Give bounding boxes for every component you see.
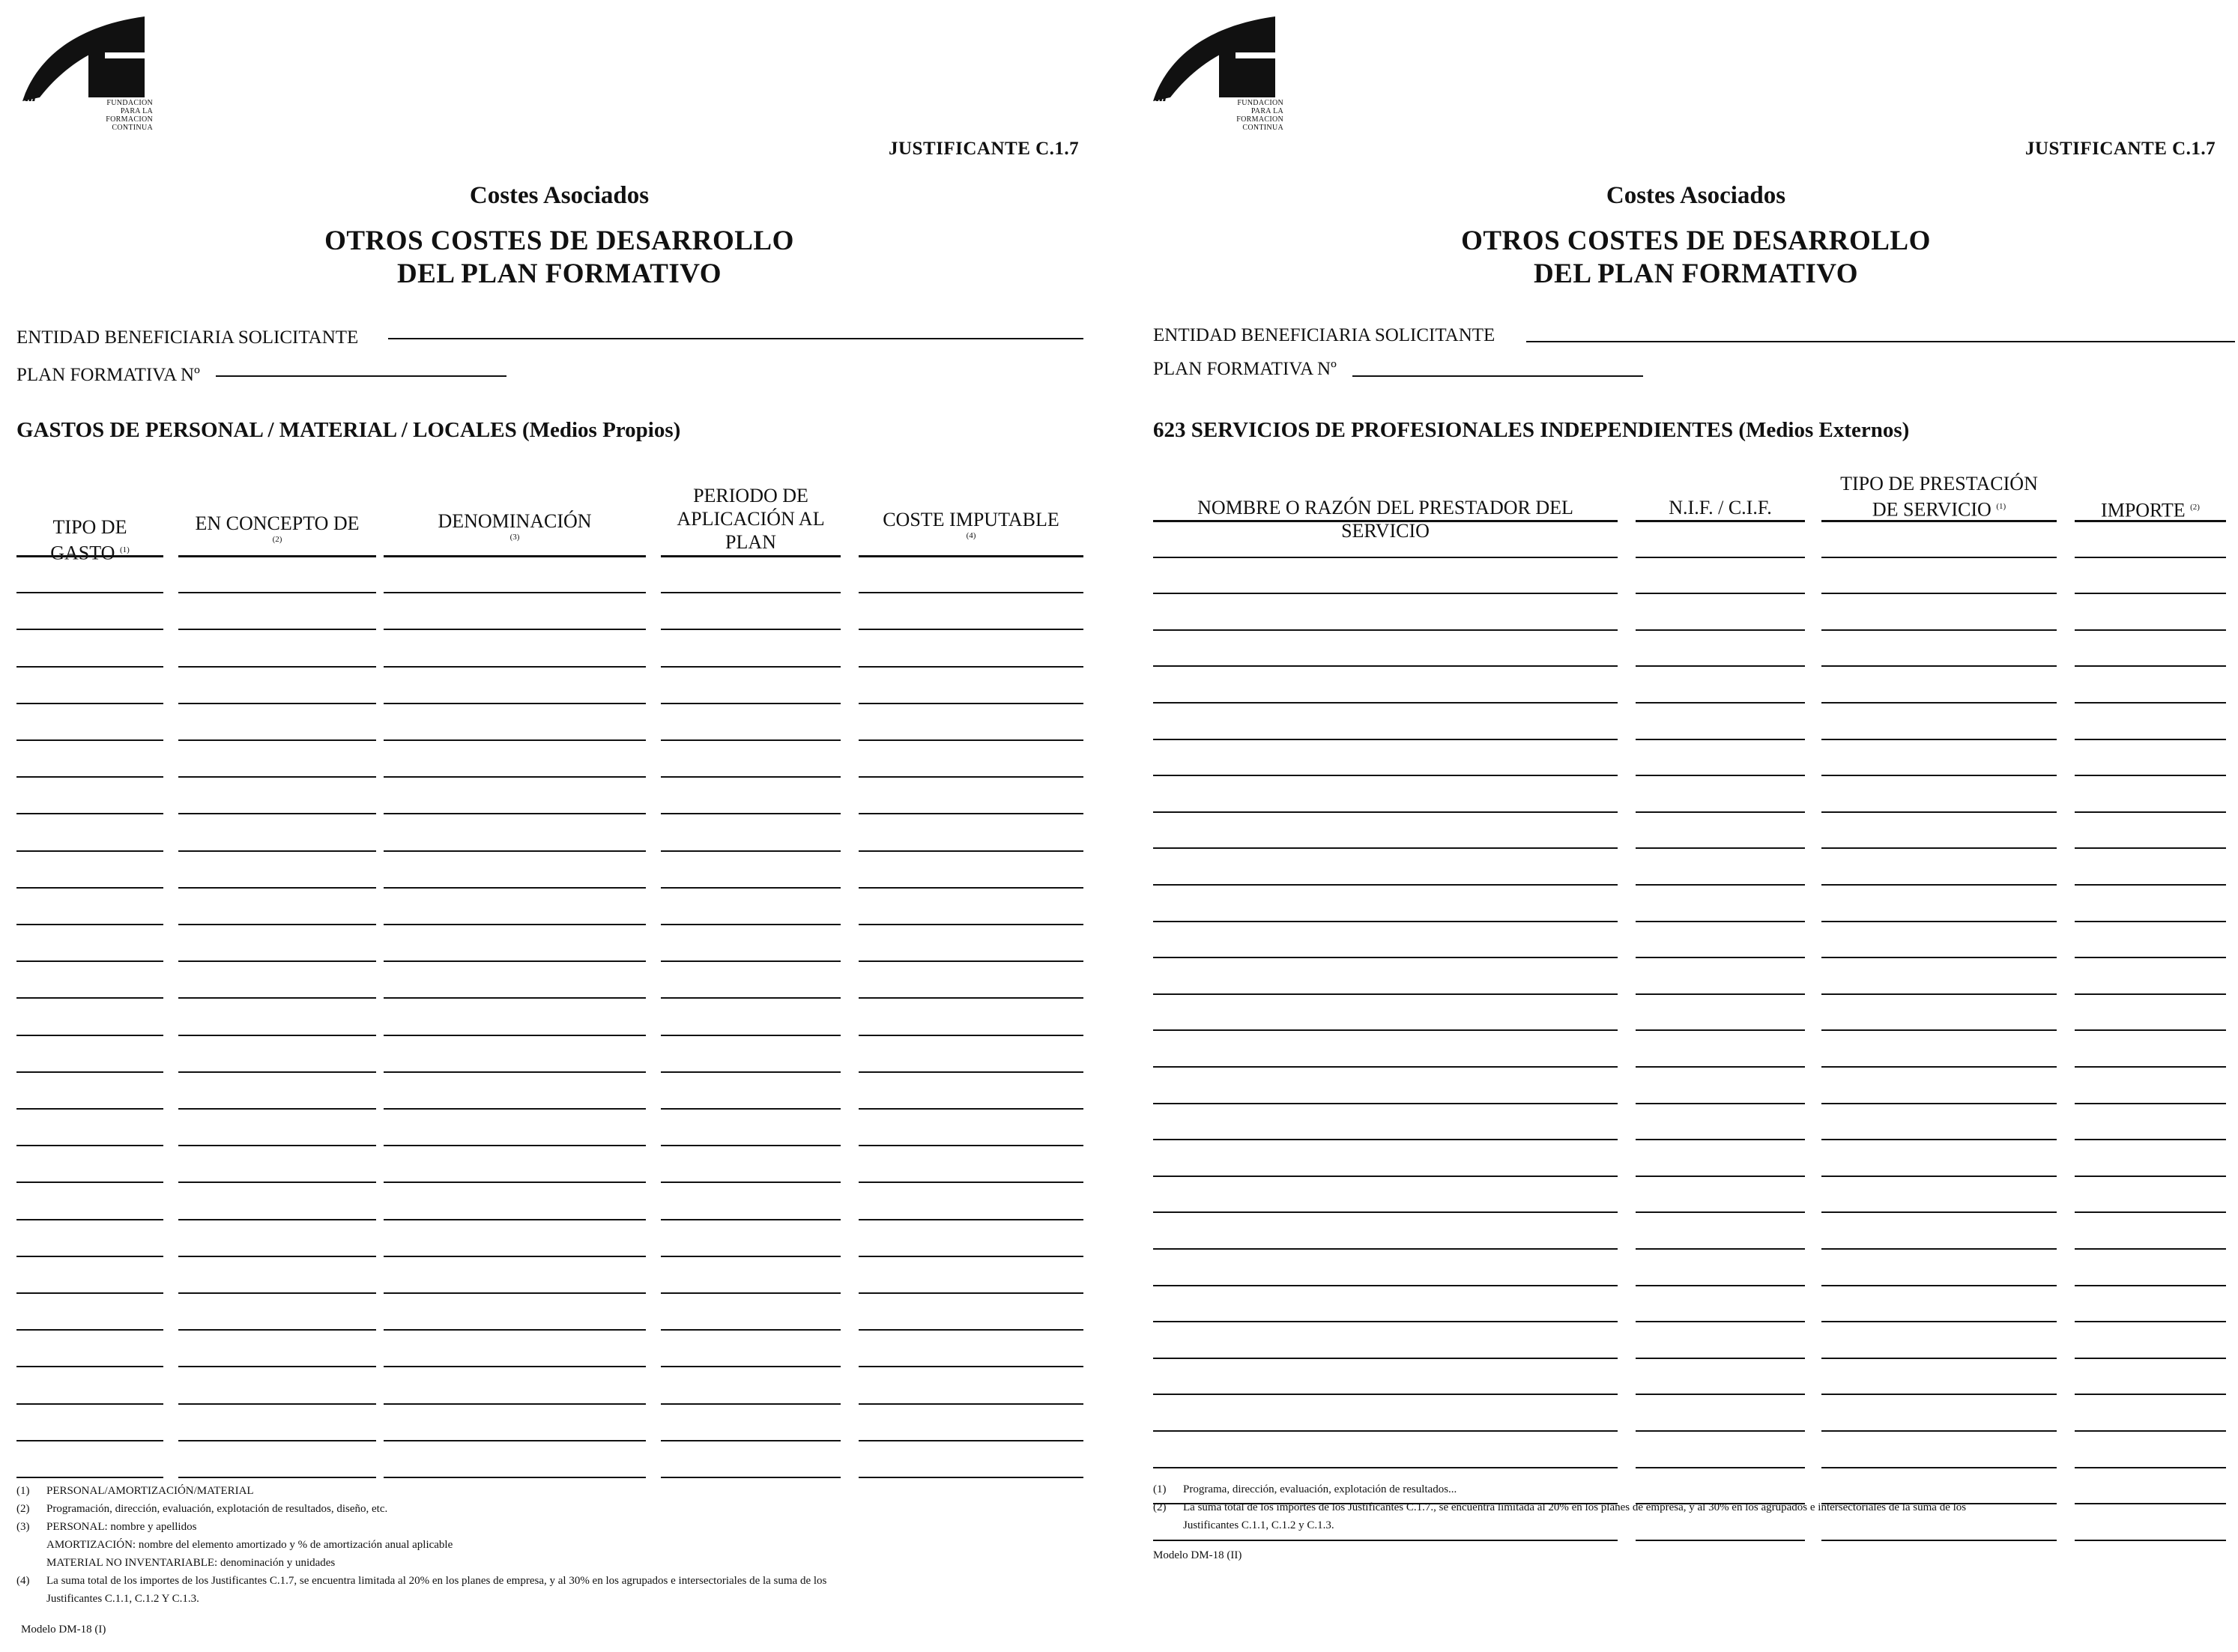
- blank-entry-line[interactable]: [859, 666, 1083, 668]
- blank-entry-line[interactable]: [1153, 1430, 1618, 1432]
- blank-entry-line[interactable]: [859, 629, 1083, 630]
- blank-entry-line[interactable]: [1821, 593, 2057, 594]
- form-page-2: [1137, 0, 2238, 1652]
- blank-entry-line[interactable]: [1636, 1139, 1805, 1140]
- blank-entry-line[interactable]: [1153, 1176, 1618, 1177]
- blank-entry-line[interactable]: [1821, 1139, 2057, 1140]
- blank-entry-line[interactable]: [859, 1366, 1083, 1367]
- header-underline: [2075, 520, 2226, 522]
- col-header-denominacion: DENOMINACIÓN (3): [438, 510, 592, 542]
- blank-entry-line[interactable]: [1153, 665, 1618, 667]
- header-underline: [1636, 520, 1805, 522]
- header-underline: [661, 555, 841, 557]
- blank-entry-line[interactable]: [1821, 739, 2057, 740]
- blank-entry-line[interactable]: [1821, 1285, 2057, 1286]
- blank-entry-line[interactable]: [178, 776, 376, 778]
- blank-entry-line[interactable]: [178, 666, 376, 668]
- plan-label: PLAN FORMATIVA Nº: [1153, 359, 1337, 379]
- footnote: (1) Programa, dirección, evaluación, explotación de resultados...: [1153, 1483, 1457, 1495]
- blank-entry-line[interactable]: [1821, 884, 2057, 886]
- blank-entry-line[interactable]: [2075, 1029, 2226, 1031]
- blank-entry-line[interactable]: [16, 1219, 163, 1220]
- blank-entry-line[interactable]: [1636, 702, 1805, 704]
- footnote: (2) La suma total de los importes de los Justificantes C.1.7., se encuentra limitada al 20% en los planes de empresa, y al 30% en los agrupados e intersectoriales de la suma de los: [1153, 1501, 1967, 1513]
- footnote: Justificantes C.1.1, C.1.2 Y C.1.3.: [46, 1593, 199, 1605]
- blank-entry-line[interactable]: [16, 887, 163, 889]
- blank-entry-line[interactable]: [384, 776, 646, 778]
- blank-entry-line[interactable]: [1636, 665, 1805, 667]
- blank-entry-line[interactable]: [1636, 1211, 1805, 1213]
- blank-entry-line[interactable]: [1636, 1358, 1805, 1359]
- blank-entry-line[interactable]: [16, 666, 163, 668]
- blank-entry-line[interactable]: [16, 813, 163, 814]
- blank-entry-line[interactable]: [1153, 1540, 1618, 1541]
- blank-entry-line[interactable]: [1636, 921, 1805, 922]
- blank-entry-line[interactable]: [1821, 702, 2057, 704]
- blank-entry-line[interactable]: [178, 960, 376, 962]
- blank-entry-line[interactable]: [178, 1440, 376, 1441]
- blank-entry-line[interactable]: [384, 997, 646, 999]
- blank-entry-line[interactable]: [1153, 1285, 1618, 1286]
- blank-entry-line[interactable]: [178, 1329, 376, 1331]
- blank-entry-line[interactable]: [2075, 884, 2226, 886]
- blank-entry-line[interactable]: [384, 850, 646, 852]
- blank-entry-line[interactable]: [1153, 1321, 1618, 1322]
- fundacion-logo: [21, 15, 163, 150]
- blank-entry-line[interactable]: [16, 1440, 163, 1441]
- blank-entry-line[interactable]: [1153, 775, 1618, 776]
- blank-entry-line[interactable]: [16, 1145, 163, 1146]
- blank-entry-line[interactable]: [178, 997, 376, 999]
- blank-entry-line[interactable]: [1636, 1285, 1805, 1286]
- blank-entry-line[interactable]: [1636, 847, 1805, 849]
- blank-entry-line[interactable]: [2075, 665, 2226, 667]
- col-header-coste: COSTE IMPUTABLE (4): [883, 509, 1059, 540]
- entidad-label: ENTIDAD BENEFICIARIA SOLICITANTE: [1153, 325, 1495, 345]
- blank-entry-line[interactable]: [859, 1403, 1083, 1405]
- plan-field[interactable]: [216, 375, 506, 377]
- blank-entry-line[interactable]: [1821, 557, 2057, 558]
- blank-entry-line[interactable]: [2075, 921, 2226, 922]
- blank-entry-line[interactable]: [661, 1035, 841, 1036]
- blank-entry-line[interactable]: [16, 924, 163, 925]
- blank-entry-line[interactable]: [2075, 1176, 2226, 1177]
- footnote: (3) PERSONAL: nombre y apellidos: [16, 1521, 197, 1533]
- blank-entry-line[interactable]: [1153, 702, 1618, 704]
- blank-entry-line[interactable]: [1821, 1211, 2057, 1213]
- blank-entry-line[interactable]: [661, 1329, 841, 1331]
- col-header-nombre: NOMBRE O RAZÓN DEL PRESTADOR DEL SERVICIO: [1197, 497, 1573, 542]
- blank-entry-line[interactable]: [1636, 739, 1805, 740]
- blank-entry-line[interactable]: [16, 960, 163, 962]
- col-header-nif: N.I.F. / C.I.F.: [1669, 497, 1772, 518]
- blank-entry-line[interactable]: [16, 1256, 163, 1257]
- blank-entry-line[interactable]: [859, 887, 1083, 889]
- blank-entry-line[interactable]: [1821, 1540, 2057, 1541]
- modelo-label: Modelo DM-18 (I): [21, 1624, 106, 1636]
- blank-entry-line[interactable]: [859, 1440, 1083, 1441]
- blank-entry-line[interactable]: [384, 703, 646, 704]
- blank-entry-line[interactable]: [178, 1292, 376, 1294]
- plan-label: PLAN FORMATIVA Nº: [16, 365, 200, 385]
- blank-entry-line[interactable]: [178, 592, 376, 593]
- blank-entry-line[interactable]: [1636, 1394, 1805, 1395]
- blank-entry-line[interactable]: [1153, 739, 1618, 740]
- blank-entry-line[interactable]: [1153, 1394, 1618, 1395]
- blank-entry-line[interactable]: [2075, 1211, 2226, 1213]
- blank-entry-line[interactable]: [859, 924, 1083, 925]
- blank-entry-line[interactable]: [384, 1219, 646, 1220]
- blank-entry-line[interactable]: [859, 703, 1083, 704]
- blank-entry-line[interactable]: [384, 960, 646, 962]
- blank-entry-line[interactable]: [178, 1403, 376, 1405]
- blank-entry-line[interactable]: [859, 1071, 1083, 1073]
- blank-entry-line[interactable]: [661, 739, 841, 741]
- entidad-field[interactable]: [1526, 341, 2235, 342]
- blank-entry-line[interactable]: [661, 629, 841, 630]
- blank-entry-line[interactable]: [2075, 557, 2226, 558]
- blank-entry-line[interactable]: [1636, 629, 1805, 631]
- blank-entry-line[interactable]: [2075, 1248, 2226, 1250]
- blank-entry-line[interactable]: [661, 1477, 841, 1478]
- blank-entry-line[interactable]: [1153, 557, 1618, 558]
- entidad-label: ENTIDAD BENEFICIARIA SOLICITANTE: [16, 327, 359, 348]
- blank-entry-line[interactable]: [859, 592, 1083, 593]
- blank-entry-line[interactable]: [1153, 1029, 1618, 1031]
- blank-entry-line[interactable]: [1636, 957, 1805, 958]
- blank-entry-line[interactable]: [1821, 775, 2057, 776]
- blank-entry-line[interactable]: [2075, 1358, 2226, 1359]
- modelo-label: Modelo DM-18 (II): [1153, 1549, 1242, 1561]
- blank-entry-line[interactable]: [16, 739, 163, 741]
- blank-entry-line[interactable]: [2075, 1430, 2226, 1432]
- col-header-periodo: PERIODO DE APLICACIÓN AL PLAN: [677, 485, 825, 553]
- blank-entry-line[interactable]: [384, 1440, 646, 1441]
- blank-entry-line[interactable]: [661, 924, 841, 925]
- blank-entry-line[interactable]: [661, 666, 841, 668]
- justificante-label: JUSTIFICANTE C.1.7: [889, 139, 1080, 159]
- blank-entry-line[interactable]: [661, 1366, 841, 1367]
- blank-entry-line[interactable]: [661, 1108, 841, 1110]
- blank-entry-line[interactable]: [1821, 1394, 2057, 1395]
- blank-entry-line[interactable]: [178, 1181, 376, 1183]
- logo-text: FUNDACION PARA LA FORMACION CONTINUA: [1236, 99, 1283, 132]
- blank-entry-line[interactable]: [1636, 775, 1805, 776]
- blank-entry-line[interactable]: [2075, 1321, 2226, 1322]
- blank-entry-line[interactable]: [1153, 884, 1618, 886]
- footnote: Justificantes C.1.1, C.1.2 y C.1.3.: [1183, 1519, 1334, 1531]
- blank-entry-line[interactable]: [384, 1256, 646, 1257]
- blank-entry-line[interactable]: [2075, 702, 2226, 704]
- blank-entry-line[interactable]: [178, 703, 376, 704]
- blank-entry-line[interactable]: [1636, 811, 1805, 813]
- footnote: MATERIAL NO INVENTARIABLE: denominación y unidades: [46, 1557, 336, 1569]
- blank-entry-line[interactable]: [384, 1145, 646, 1146]
- section-heading: 623 SERVICIOS DE PROFESIONALES INDEPENDIENTES (Medios Externos): [1153, 418, 1910, 442]
- blank-entry-line[interactable]: [661, 1071, 841, 1073]
- blank-entry-line[interactable]: [178, 1108, 376, 1110]
- blank-entry-line[interactable]: [384, 1292, 646, 1294]
- blank-entry-line[interactable]: [1636, 1540, 1805, 1541]
- blank-entry-line[interactable]: [2075, 1285, 2226, 1286]
- blank-entry-line[interactable]: [384, 629, 646, 630]
- blank-entry-line[interactable]: [859, 1145, 1083, 1146]
- section-heading: GASTOS DE PERSONAL / MATERIAL / LOCALES (Medios Propios): [16, 418, 681, 442]
- blank-entry-line[interactable]: [384, 924, 646, 925]
- blank-entry-line[interactable]: [16, 1477, 163, 1478]
- blank-entry-line[interactable]: [859, 1035, 1083, 1036]
- blank-entry-line[interactable]: [859, 739, 1083, 741]
- blank-entry-line[interactable]: [1821, 1103, 2057, 1104]
- blank-entry-line[interactable]: [661, 887, 841, 889]
- blank-entry-line[interactable]: [1153, 811, 1618, 813]
- footnote: (1) PERSONAL/AMORTIZACIÓN/MATERIAL: [16, 1485, 254, 1497]
- footnotes: [1153, 1480, 2232, 1534]
- blank-entry-line[interactable]: [2075, 993, 2226, 995]
- blank-entry-line[interactable]: [178, 1035, 376, 1036]
- blank-entry-line[interactable]: [1153, 629, 1618, 631]
- blank-entry-line[interactable]: [2075, 1394, 2226, 1395]
- blank-entry-line[interactable]: [1821, 993, 2057, 995]
- blank-entry-line[interactable]: [384, 887, 646, 889]
- blank-entry-line[interactable]: [178, 1477, 376, 1478]
- blank-entry-line[interactable]: [1636, 1430, 1805, 1432]
- fundacion-logo: [1152, 15, 1294, 150]
- footnote: (2) Programación, dirección, evaluación, explotación de resultados, diseño, etc.: [16, 1503, 388, 1515]
- logo-swoosh-icon: [21, 15, 163, 101]
- blank-entry-line[interactable]: [178, 850, 376, 852]
- subtitle: Costes Asociados: [1606, 182, 1786, 209]
- blank-entry-line[interactable]: [661, 1256, 841, 1257]
- blank-entry-line[interactable]: [1821, 1248, 2057, 1250]
- blank-entry-line[interactable]: [1636, 1029, 1805, 1031]
- blank-entry-line[interactable]: [1821, 811, 2057, 813]
- blank-entry-line[interactable]: [178, 813, 376, 814]
- blank-entry-line[interactable]: [2075, 957, 2226, 958]
- blank-entry-line[interactable]: [859, 1256, 1083, 1257]
- blank-entry-line[interactable]: [859, 1477, 1083, 1478]
- blank-entry-line[interactable]: [1153, 1211, 1618, 1213]
- blank-entry-line[interactable]: [1821, 1358, 2057, 1359]
- blank-entry-line[interactable]: [1153, 1467, 1618, 1468]
- blank-entry-line[interactable]: [178, 1366, 376, 1367]
- subtitle: Costes Asociados: [469, 182, 650, 209]
- blank-entry-line[interactable]: [661, 1440, 841, 1441]
- blank-entry-line[interactable]: [2075, 1540, 2226, 1541]
- blank-entry-line[interactable]: [384, 739, 646, 741]
- col-header-tipo: TIPO DE GASTO $^{(1)}$: [50, 516, 130, 564]
- blank-entry-line[interactable]: [661, 813, 841, 814]
- blank-entry-line[interactable]: [1821, 629, 2057, 631]
- blank-entry-line[interactable]: [859, 1181, 1083, 1183]
- header-underline: [16, 555, 163, 557]
- blank-entry-line[interactable]: [1636, 1103, 1805, 1104]
- blank-entry-line[interactable]: [16, 776, 163, 778]
- blank-entry-line[interactable]: [1153, 957, 1618, 958]
- blank-entry-line[interactable]: [1153, 1066, 1618, 1068]
- blank-entry-line[interactable]: [1636, 1066, 1805, 1068]
- blank-entry-line[interactable]: [661, 592, 841, 593]
- plan-field[interactable]: [1352, 375, 1643, 377]
- blank-entry-line[interactable]: [661, 1219, 841, 1220]
- blank-entry-line[interactable]: [1821, 1176, 2057, 1177]
- blank-entry-line[interactable]: [178, 1256, 376, 1257]
- blank-entry-line[interactable]: [1636, 1176, 1805, 1177]
- blank-entry-line[interactable]: [2075, 811, 2226, 813]
- blank-entry-line[interactable]: [2075, 1103, 2226, 1104]
- blank-entry-line[interactable]: [384, 1366, 646, 1367]
- blank-entry-line[interactable]: [1821, 1066, 2057, 1068]
- blank-entry-line[interactable]: [859, 813, 1083, 814]
- blank-entry-line[interactable]: [1821, 1430, 2057, 1432]
- blank-entry-line[interactable]: [16, 1071, 163, 1073]
- blank-entry-line[interactable]: [661, 776, 841, 778]
- blank-entry-line[interactable]: [1153, 1358, 1618, 1359]
- blank-entry-line[interactable]: [1636, 993, 1805, 995]
- blank-entry-line[interactable]: [661, 1181, 841, 1183]
- blank-entry-line[interactable]: [1821, 1467, 2057, 1468]
- blank-entry-line[interactable]: [859, 997, 1083, 999]
- blank-entry-line[interactable]: [384, 1181, 646, 1183]
- blank-entry-line[interactable]: [661, 997, 841, 999]
- blank-entry-line[interactable]: [1821, 665, 2057, 667]
- blank-entry-line[interactable]: [384, 813, 646, 814]
- blank-entry-line[interactable]: [859, 776, 1083, 778]
- blank-entry-line[interactable]: [1153, 921, 1618, 922]
- blank-entry-line[interactable]: [661, 960, 841, 962]
- blank-entry-line[interactable]: [1153, 1103, 1618, 1104]
- blank-entry-line[interactable]: [1153, 1139, 1618, 1140]
- blank-entry-line[interactable]: [1821, 921, 2057, 922]
- blank-entry-line[interactable]: [178, 1145, 376, 1146]
- blank-entry-line[interactable]: [1821, 1029, 2057, 1031]
- blank-entry-line[interactable]: [1153, 993, 1618, 995]
- blank-entry-line[interactable]: [2075, 593, 2226, 594]
- col-header-concepto: EN CONCEPTO DE (2): [195, 512, 360, 544]
- blank-entry-line[interactable]: [1636, 1248, 1805, 1250]
- header-underline: [859, 555, 1083, 557]
- blank-entry-line[interactable]: [178, 629, 376, 630]
- footnote: (4) La suma total de los importes de los Justificantes C.1.7, se encuentra limitada al 20% en los planes de empresa, y al 30% en los agrupados e intersectoriales de la suma de los: [16, 1575, 827, 1587]
- blank-entry-line[interactable]: [384, 1477, 646, 1478]
- blank-entry-line[interactable]: [384, 592, 646, 593]
- blank-entry-line[interactable]: [2075, 629, 2226, 631]
- blank-entry-line[interactable]: [178, 1219, 376, 1220]
- blank-entry-line[interactable]: [2075, 1066, 2226, 1068]
- header-underline: [178, 555, 376, 557]
- blank-entry-line[interactable]: [859, 1292, 1083, 1294]
- blank-entry-line[interactable]: [661, 703, 841, 704]
- blank-entry-line[interactable]: [16, 1181, 163, 1183]
- blank-entry-line[interactable]: [2075, 1467, 2226, 1468]
- blank-entry-line[interactable]: [16, 629, 163, 630]
- blank-entry-line[interactable]: [16, 1366, 163, 1367]
- header-underline: [1821, 520, 2057, 522]
- header-underline: [384, 555, 646, 557]
- blank-entry-line[interactable]: [16, 1035, 163, 1036]
- blank-entry-line[interactable]: [16, 703, 163, 704]
- justificante-label: JUSTIFICANTE C.1.7: [2025, 139, 2216, 159]
- blank-entry-line[interactable]: [384, 1108, 646, 1110]
- blank-entry-line[interactable]: [384, 1329, 646, 1331]
- blank-entry-line[interactable]: [384, 1071, 646, 1073]
- blank-entry-line[interactable]: [1636, 1321, 1805, 1322]
- blank-entry-line[interactable]: [1636, 593, 1805, 594]
- page-title: OTROS COSTES DE DESARROLLO DEL PLAN FORMATIVO: [324, 226, 794, 289]
- blank-entry-line[interactable]: [859, 1219, 1083, 1220]
- entidad-field[interactable]: [388, 338, 1083, 339]
- blank-entry-line[interactable]: [384, 666, 646, 668]
- blank-entry-line[interactable]: [661, 1292, 841, 1294]
- blank-entry-line[interactable]: [384, 1035, 646, 1036]
- blank-entry-line[interactable]: [1636, 884, 1805, 886]
- blank-entry-line[interactable]: [384, 1403, 646, 1405]
- blank-entry-line[interactable]: [16, 592, 163, 593]
- blank-entry-line[interactable]: [178, 924, 376, 925]
- col-header-importe: IMPORTE $^{(2)}$: [2101, 499, 2200, 521]
- blank-entry-line[interactable]: [16, 1108, 163, 1110]
- blank-entry-line[interactable]: [178, 739, 376, 741]
- col-header-tipo-prestacion: TIPO DE PRESTACIÓN DE SERVICIO $^{(1)}$: [1840, 473, 2038, 521]
- blank-entry-line[interactable]: [661, 1403, 841, 1405]
- blank-entry-line[interactable]: [1636, 557, 1805, 558]
- blank-entry-line[interactable]: [178, 1071, 376, 1073]
- blank-entry-line[interactable]: [16, 850, 163, 852]
- blank-entry-line[interactable]: [16, 1329, 163, 1331]
- blank-entry-line[interactable]: [859, 1329, 1083, 1331]
- blank-entry-line[interactable]: [859, 1108, 1083, 1110]
- blank-entry-line[interactable]: [1153, 1248, 1618, 1250]
- logo-swoosh-icon: [1152, 15, 1294, 101]
- blank-entry-line[interactable]: [859, 960, 1083, 962]
- blank-entry-line[interactable]: [1821, 1321, 2057, 1322]
- blank-entry-line[interactable]: [16, 997, 163, 999]
- blank-entry-line[interactable]: [16, 1403, 163, 1405]
- blank-entry-line[interactable]: [1153, 847, 1618, 849]
- blank-entry-line[interactable]: [2075, 847, 2226, 849]
- blank-entry-line[interactable]: [16, 1292, 163, 1294]
- footnotes: [16, 1482, 1080, 1608]
- blank-entry-line[interactable]: [2075, 739, 2226, 740]
- blank-entry-line[interactable]: [2075, 775, 2226, 776]
- blank-entry-line[interactable]: [178, 887, 376, 889]
- page-title: OTROS COSTES DE DESARROLLO DEL PLAN FORMATIVO: [1461, 226, 1931, 289]
- footnote: AMORTIZACIÓN: nombre del elemento amortizado y % de amortización anual aplicable: [46, 1539, 453, 1551]
- blank-entry-line[interactable]: [661, 1145, 841, 1146]
- blank-entry-line[interactable]: [1153, 593, 1618, 594]
- blank-entry-line[interactable]: [2075, 1139, 2226, 1140]
- blank-entry-line[interactable]: [1636, 1467, 1805, 1468]
- blank-entry-line[interactable]: [859, 850, 1083, 852]
- blank-entry-line[interactable]: [1821, 957, 2057, 958]
- blank-entry-line[interactable]: [1821, 847, 2057, 849]
- blank-entry-line[interactable]: [661, 850, 841, 852]
- header-underline: [1153, 520, 1618, 522]
- logo-text: FUNDACION PARA LA FORMACION CONTINUA: [106, 99, 153, 132]
